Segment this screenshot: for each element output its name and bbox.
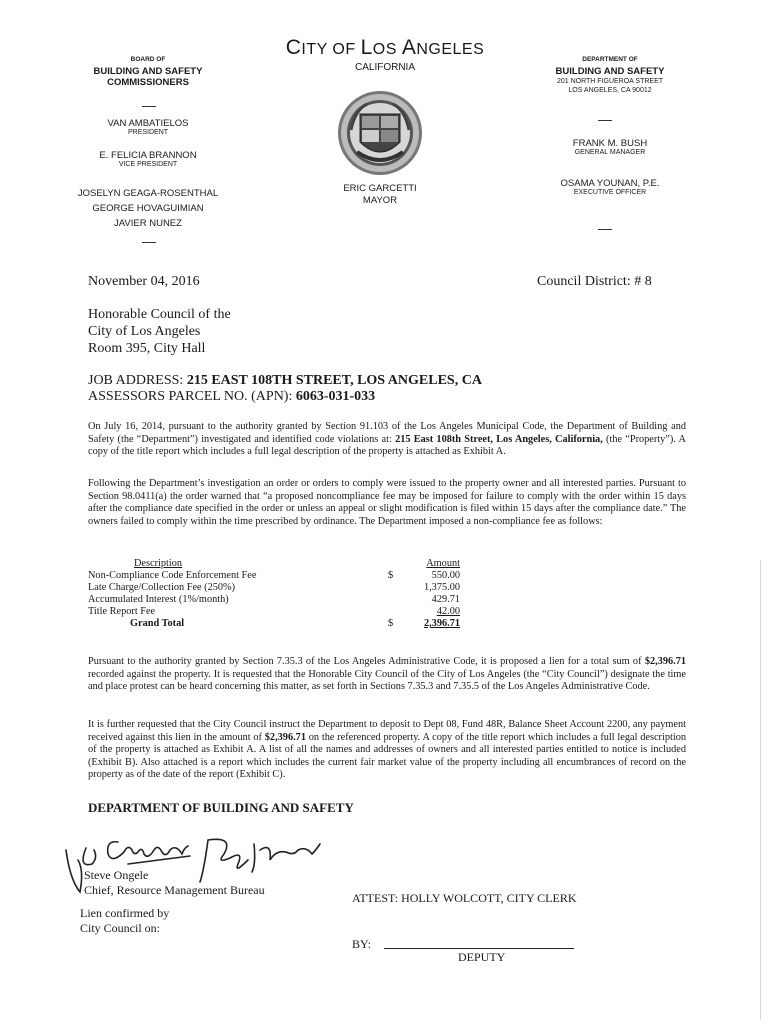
dept-name: BUILDING AND SAFETY [555, 66, 665, 77]
mayor-block: ERIC GARCETTI MAYOR [343, 183, 417, 206]
divider [142, 242, 156, 243]
table-row: Title Report Fee 42.00 [88, 606, 460, 617]
dept-official: OSAMA YOUNAN, P.E. EXECUTIVE OFFICER [560, 178, 660, 196]
city-seal-icon [337, 90, 423, 176]
table-row: Accumulated Interest (1%/month) 429.71 [88, 594, 460, 605]
fee-table [88, 558, 460, 630]
board-name: BUILDING AND SAFETY COMMISSIONERS [93, 66, 203, 88]
state-label: CALIFORNIA [354, 62, 415, 73]
divider [598, 120, 612, 121]
signer-block: Steve Ongele Chief, Resource Management Bureau [84, 868, 265, 897]
divider [142, 106, 156, 107]
board-members-list: JOSELYN GEAGA-ROSENTHAL GEORGE HOVAGUIMIAN JAVIER NUNEZ [77, 188, 219, 229]
board-member: VAN AMBATIELOS PRESIDENT [107, 118, 189, 136]
lien-confirmed: Lien confirmed by City Council on: [80, 906, 170, 935]
board-small-label: BOARD OF [130, 56, 166, 63]
attest-line: ATTEST: HOLLY WOLCOTT, CITY CLERK [352, 891, 577, 905]
addressee: Honorable Council of the City of Los Angeles Room 395, City Hall [88, 307, 231, 356]
table-total-row: Grand Total $ 2,396.71 [130, 618, 460, 629]
divider [598, 229, 612, 230]
table-header-row: Description Amount [134, 558, 460, 569]
city-title: CITY OF LOS ANGELES [285, 36, 485, 59]
table-row: Late Charge/Collection Fee (250%) 1,375.00 [88, 582, 460, 593]
scan-edge [760, 560, 761, 1020]
paragraph-lien: Pursuant to the authority granted by Section 7.35.3 of the Los Angeles Administrative Code, it is proposed a lien for a total sum of $2,396.71 recorded against the property. It is requested that the Honorable City Council of the City of Los Angeles (the “City Council”) designate the time and place protest can be heard concerning this matter, as set forth in Sections 7.35.3 and 7.35.5 of the Los Angeles Administrative Code. [88, 656, 686, 693]
paragraph-deposit: It is further requested that the City Council instruct the Department to deposit to Dept 08, Fund 48R, Balance Sheet Account 2200, any payment received against this lien in the amount of $2,396.71 on the referenced property. A copy of the title report which includes a full legal description of the property is attached as Exhibit A. A list of all the names and addresses of owners and all interested parties entitled to notice is included (Exhibit B). Also attached is a report which includes the current fair market value of the property including all encumbrances of record on the property as of the date of the report (Exhibit C). [88, 719, 686, 781]
dept-small-label: DEPARTMENT OF [582, 56, 638, 63]
job-address-block: JOB ADDRESS: 215 EAST 108TH STREET, LOS ANGELES, CA ASSESSORS PARCEL NO. (APN): 6063-031-033 [88, 373, 482, 404]
board-member: E. FELICIA BRANNON VICE PRESIDENT [99, 150, 197, 168]
paragraph-investigation: On July 16, 2014, pursuant to the authority granted by Section 91.103 of the Los Angeles Municipal Code, the Department of Building and Safety (the “Department”) investigated and identified code violations at: 215 East 108th Street, Los Angeles, California, (the “Property”). A copy of the title report which includes a full legal description of the property is attached as Exhibit A. [88, 421, 686, 458]
department-heading: DEPARTMENT OF BUILDING AND SAFETY [88, 800, 354, 815]
dept-official: FRANK M. BUSH GENERAL MANAGER [572, 138, 648, 156]
deputy-label: DEPUTY [458, 950, 506, 964]
by-label: BY: [352, 937, 371, 951]
letter-date: November 04, 2016 [88, 274, 200, 289]
dept-address: 201 NORTH FIGUEROA STREET LOS ANGELES, CA 90012 [556, 78, 664, 94]
council-district: Council District: # 8 [537, 274, 652, 289]
signature-line [384, 948, 574, 949]
paragraph-order: Following the Department’s investigation an order or orders to comply were issued to the property owner and all interested parties. Pursuant to Section 98.0411(a) the order warned that “a proposed noncompliance fee may be imposed for failure to comply with the order within 15 days after the compliance date specified in the order or unless an appeal or slight modification is filed within 15 days after the compliance date.” The owners failed to comply within the time prescribed by ordinance. The Department imposed a non-compliance fee as follows: [88, 478, 686, 527]
table-row: Non-Compliance Code Enforcement Fee $ 550.00 [88, 570, 460, 581]
